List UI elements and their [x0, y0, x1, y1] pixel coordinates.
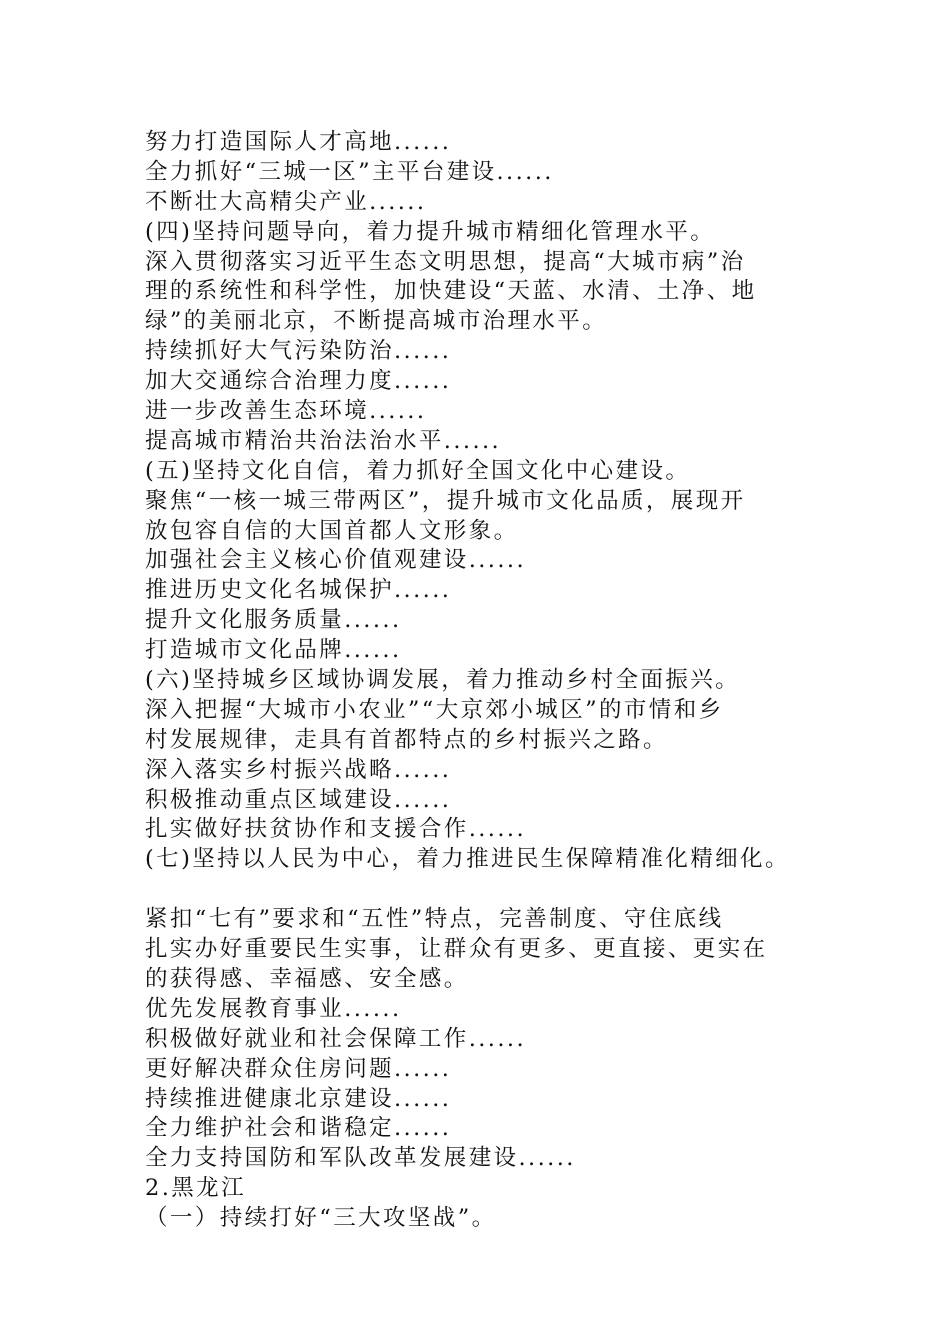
section-heading: (六)坚持城乡区域协调发展，着力推动乡村全面振兴。: [145, 667, 741, 694]
text-line: 不断壮大高精尖产业......: [145, 188, 427, 215]
section-heading: （一）持续打好“三大攻坚战”。: [145, 1205, 497, 1232]
text-line: 村发展规律，走具有首都特点的乡村振兴之路。: [145, 726, 668, 753]
section-heading: (四)坚持问题导向，着力提升城市精细化管理水平。: [145, 218, 716, 245]
text-line: 全力维护社会和谐稳定......: [145, 1115, 452, 1142]
text-line: 深入落实乡村振兴战略......: [145, 756, 452, 783]
document-body: [145, 128, 845, 1234]
section-heading: (七)坚持以人民为中心，着力推进民生保障精准化精细化。: [145, 846, 790, 873]
text-line: 优先发展教育事业......: [145, 995, 402, 1022]
text-line: 努力打造国际人才高地......: [145, 129, 452, 155]
text-line: 加强社会主义核心价值观建设......: [145, 547, 527, 574]
text-line: 深入把握“大城市小农业”“大京郊小城区”的市情和乡: [145, 696, 724, 723]
text-line: 全力支持国防和军队改革发展建设......: [145, 1145, 576, 1172]
text-line: 理的系统性和科学性，加快建设“天蓝、水清、土净、地: [145, 278, 757, 305]
text-line: 加大交通综合治理力度......: [145, 368, 452, 395]
text-line: 聚焦“一核一城三带两区”，提升城市文化品质，展现开: [145, 487, 746, 514]
text-line: 提升文化服务质量......: [145, 607, 402, 634]
text-line: 的获得感、幸福感、安全感。: [145, 965, 469, 992]
text-line: 积极推动重点区域建设......: [145, 786, 452, 813]
text-line: 放包容自信的大国首都人文形象。: [145, 517, 519, 544]
text-line: 积极做好就业和社会保障工作......: [145, 1025, 527, 1052]
section-heading: (五)坚持文化自信，着力抓好全国文化中心建设。: [145, 457, 691, 484]
text-line: 紧扣“七有”要求和“五性”特点，完善制度、守住底线: [145, 906, 724, 933]
text-line: 扎实做好扶贫协作和支援合作......: [145, 816, 527, 843]
text-line: 持续推进健康北京建设......: [145, 1085, 452, 1112]
text-line: 推进历史文化名城保护......: [145, 577, 452, 604]
text-line: 进一步改善生态环境......: [145, 398, 427, 425]
text-line: 提高城市精治共治法治水平......: [145, 427, 502, 454]
text-line: 更好解决群众住房问题......: [145, 1055, 452, 1082]
text-line: 持续抓好大气污染防治......: [145, 338, 452, 365]
text-line: 绿”的美丽北京，不断提高城市治理水平。: [145, 308, 608, 335]
blank-line: [145, 875, 845, 905]
text-line: 扎实办好重要民生实事，让群众有更多、更直接、更实在: [145, 936, 768, 963]
section-heading: 2.黑龙江: [145, 1175, 246, 1202]
text-line: 深入贯彻落实习近平生态文明思想，提高“大城市病”治: [145, 248, 746, 275]
text-line: 全力抓好“三城一区”主平台建设......: [145, 158, 554, 185]
text-line: 打造城市文化品牌......: [145, 637, 402, 664]
